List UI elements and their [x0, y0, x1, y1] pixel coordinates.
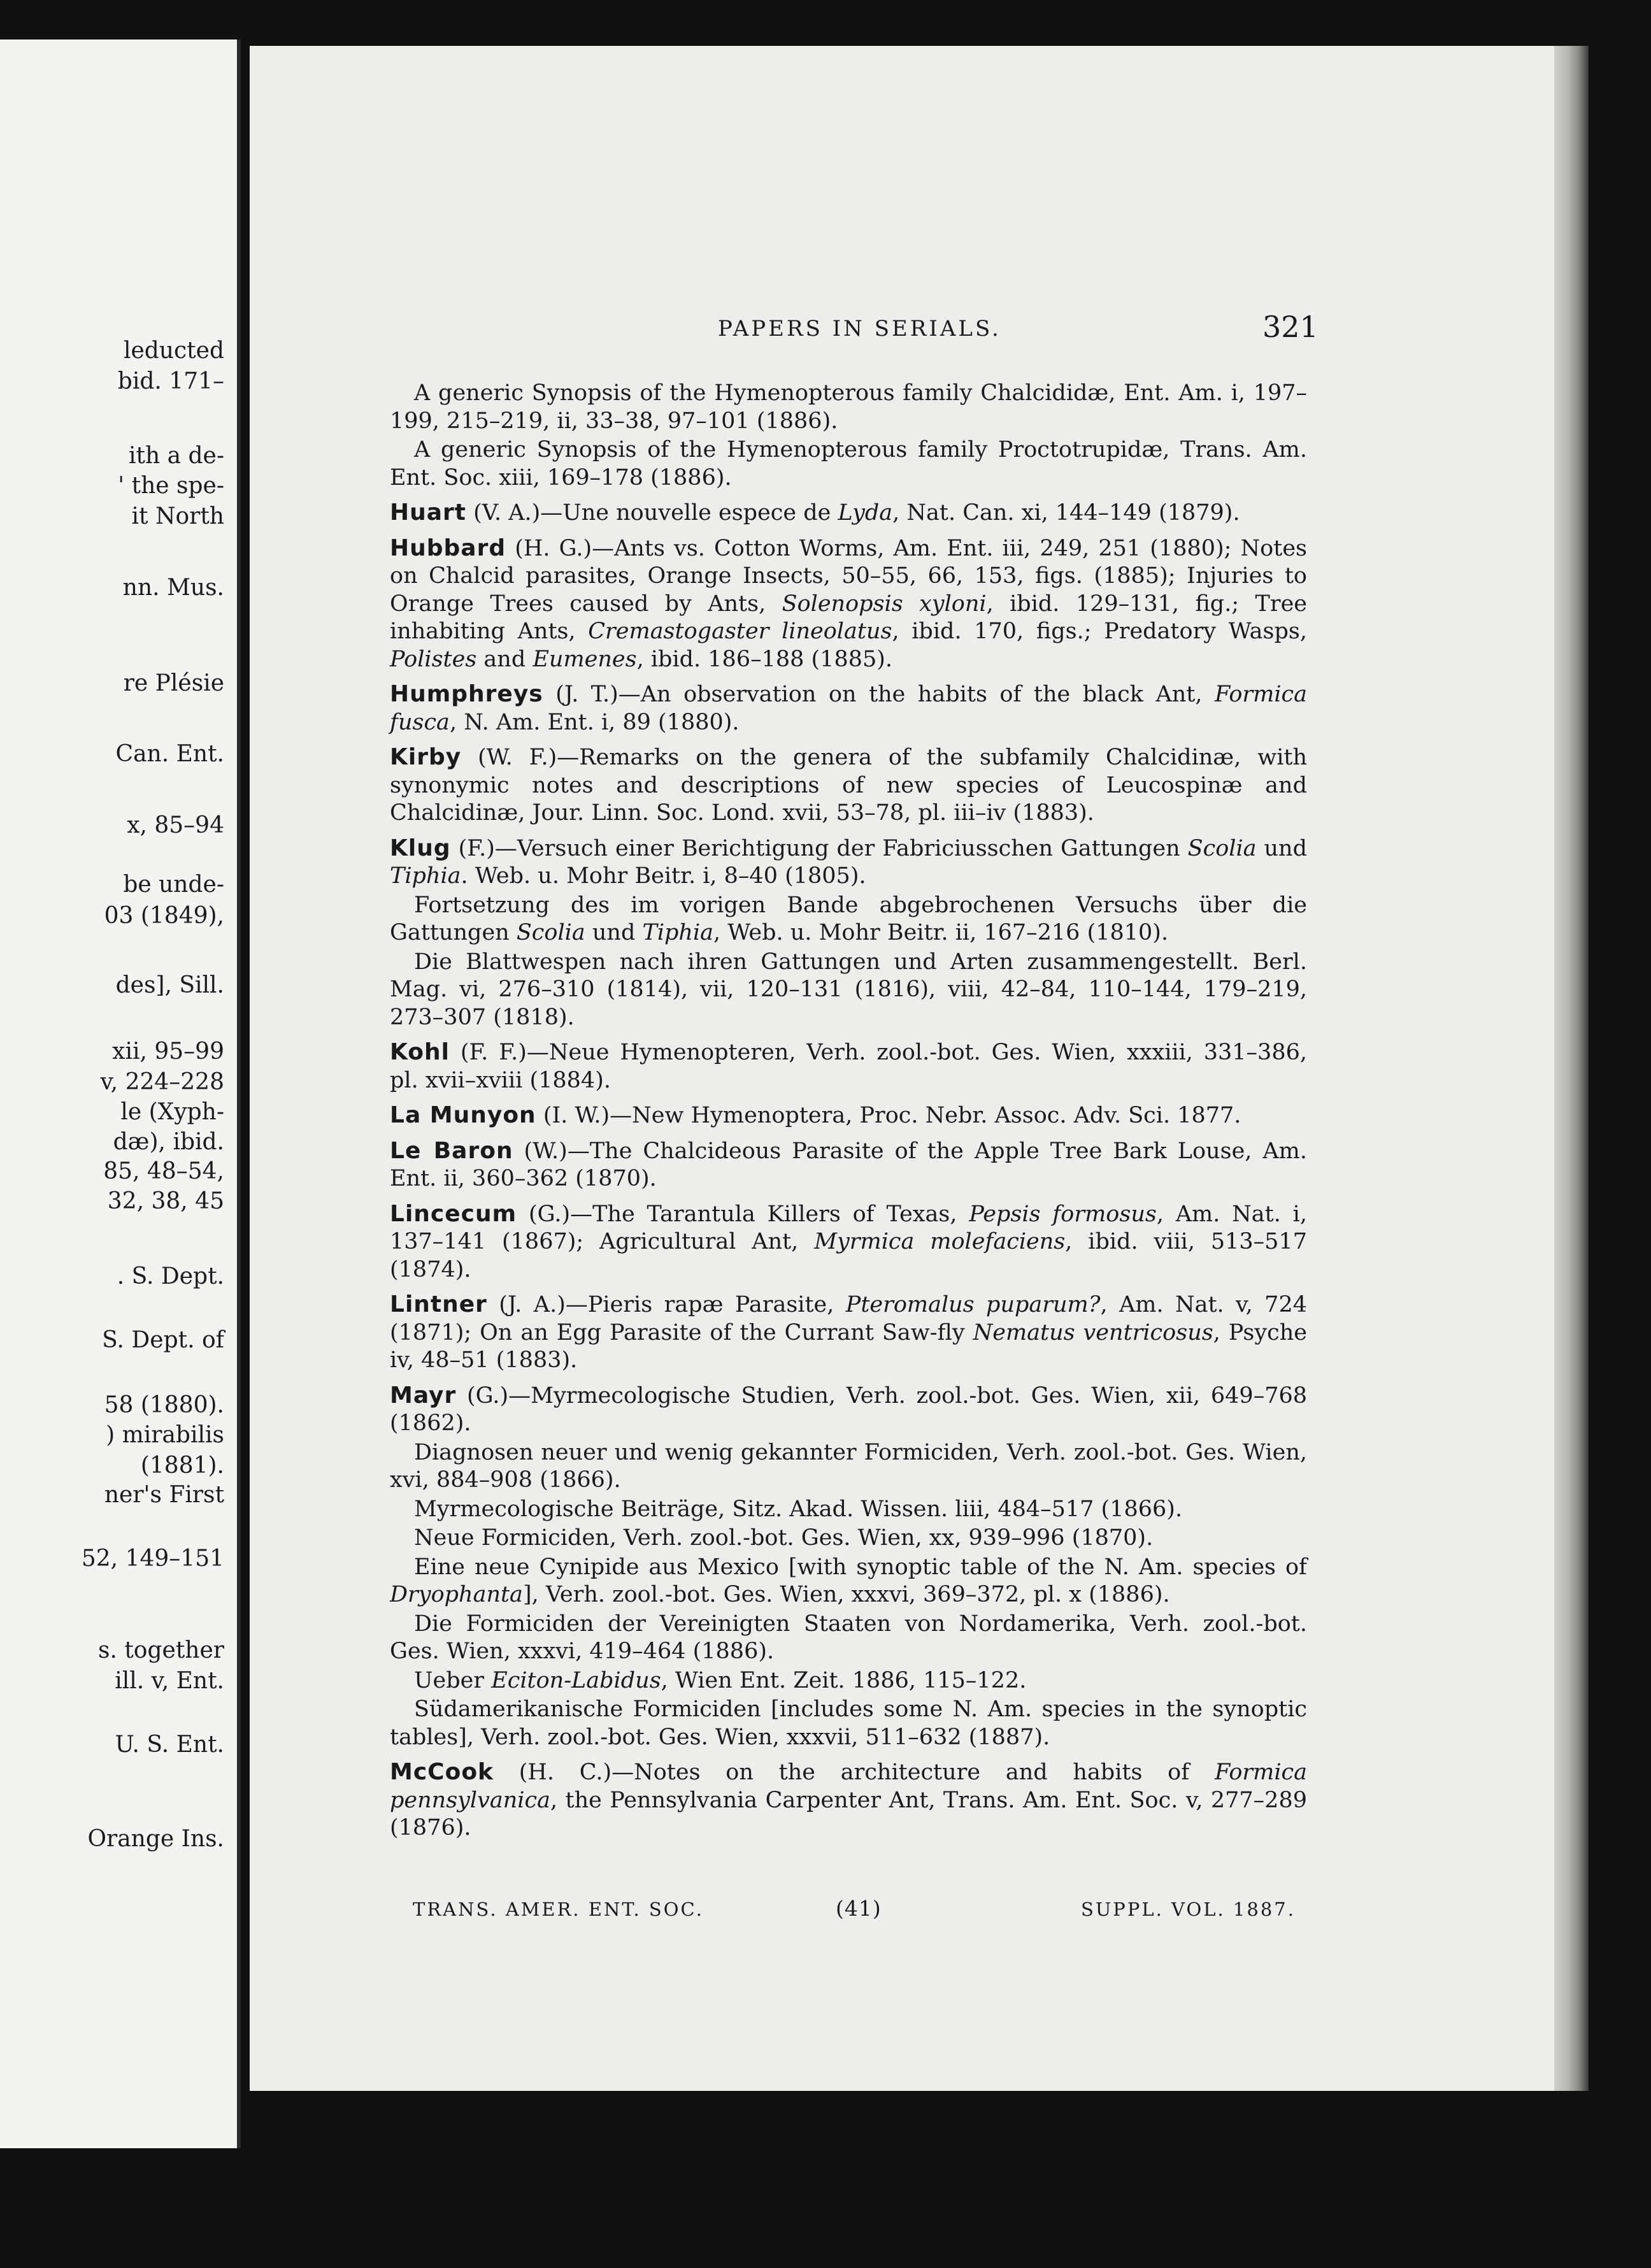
entry-humphreys: Humphreys (J. T.)—An observation on the habits of the black Ant, Formica fusca, N. Am. Ent. i, 89 (1880).	[390, 681, 1307, 735]
left-page-line: Can. Ent.	[115, 741, 224, 767]
left-page-line: it North	[131, 503, 224, 529]
entry-continuation: Neue Formiciden, Verh. zool.-bot. Ges. Wien, xx, 939–996 (1870).	[414, 1525, 1154, 1551]
entry-lamunyon: La Munyon (I. W.)—New Hymenoptera, Proc. Nebr. Assoc. Adv. Sci. 1877.	[390, 1102, 1241, 1128]
page-edge	[1554, 46, 1589, 2091]
left-page-line: 85, 48–54,	[103, 1158, 224, 1184]
left-page-line: 03 (1849),	[104, 903, 224, 929]
entry-continuation: Die Formiciden der Vereinigten Staaten von Nordamerika, Verh. zool.-bot. Ges. Wien, xxxvi, 419–464 (1886).	[390, 1611, 1307, 1664]
entry-continuation: Die Blattwespen nach ihren Gattungen und Arten zusammengestellt. Berl. Mag. vi, 276–310 (1814), vii, 120–131 (1816), viii, 42–84, 110–144, 179–219, 273–307 (1818).	[390, 949, 1307, 1030]
left-page-line: xii, 95–99	[112, 1038, 224, 1065]
entry-hubbard: Hubbard (H. G.)—Ants vs. Cotton Worms, Am. Ent. iii, 249, 251 (1880); Notes on Chalcid parasites, Orange Insects, 50–55, 66, 153, figs. (1885); Injuries to Orange Trees caused by Ants, Solenopsis xyloni, ibid. 129–131, fig.; Tree inhabiting Ants, Cremastogaster lineolatus, ibid. 170, figs.; Predatory Wasps, Polistes and Eumenes, ibid. 186–188 (1885).	[390, 535, 1308, 672]
left-page-line: re Plésie	[123, 670, 224, 696]
entry-kirby: Kirby (W. F.)—Remarks on the genera of the subfamily Chalcidinæ, with synonymic notes and descriptions of new species of Leucospinæ and Chalcidinæ, Jour. Linn. Soc. Lond. xvii, 53–78, pl. iii–iv (1883).	[390, 744, 1307, 826]
entry-continuation: Südamerikanische Formiciden [includes some N. Am. species in the synoptic tables], Verh. zool.-bot. Ges. Wien, xxxvii, 511–632 (1887).	[390, 1697, 1307, 1750]
entry-lintner: Lintner (J. A.)—Pieris rapæ Parasite, Pteromalus puparum?, Am. Nat. v, 724 (1871); On an Egg Parasite of the Currant Saw-fly Nematus ventricosus, Psyche iv, 48–51 (1883).	[390, 1291, 1307, 1373]
right-page	[250, 46, 1554, 2091]
entry-lincecum: Lincecum (G.)—The Tarantula Killers of Texas, Pepsis formosus, Am. Nat. i, 137–141 (1867); Agricultural Ant, Myrmica molefaciens, ibid. viii, 513–517 (1874).	[390, 1200, 1307, 1282]
entry-continuation: A generic Synopsis of the Hymenopterous family Chalcididæ, Ent. Am. i, 197–199, 215–219, ii, 33–38, 97–101 (1886).	[390, 380, 1307, 434]
left-page-line: ' the spe-	[118, 473, 224, 499]
page-footer	[250, 1896, 1554, 1928]
footer-signature: (41)	[836, 1896, 882, 1921]
entry-continuation: Fortsetzung des im vorigen Bande abgebrochenen Versuchs über die Gattungen Scolia und Tiphia, Web. u. Mohr Beitr. ii, 167–216 (1810).	[390, 892, 1307, 945]
author-name: Mayr	[390, 1382, 457, 1409]
entry-mayr: Mayr (G.)—Myrmecologische Studien, Verh. zool.-bot. Ges. Wien, xii, 649–768 (1862).	[390, 1382, 1307, 1436]
left-page-line: 58 (1880).	[104, 1392, 224, 1418]
left-page-line: v, 224–228	[100, 1069, 224, 1095]
left-page-line: . S. Dept.	[117, 1263, 224, 1289]
footer-journal: TRANS. AMER. ENT. SOC.	[413, 1898, 704, 1920]
entry-continuation: Myrmecologische Beiträge, Sitz. Akad. Wissen. liii, 484–517 (1866).	[414, 1496, 1183, 1522]
entry-lebaron: Le Baron (W.)—The Chalcideous Parasite of the Apple Tree Bark Louse, Am. Ent. ii, 360–362 (1870).	[390, 1137, 1307, 1191]
author-name: Hubbard	[390, 535, 506, 561]
author-name: Huart	[390, 499, 467, 526]
author-name: Kirby	[390, 744, 462, 770]
left-page-line: nn. Mus.	[122, 575, 224, 601]
left-page-line: ner's First	[104, 1482, 224, 1508]
left-page-line: des], Sill.	[115, 972, 224, 998]
entry-continuation: Eine neue Cynipide aus Mexico [with synoptic table of the N. Am. species of Dryophanta], Verh. zool.-bot. Ges. Wien, xxxvi, 369–372, pl. x (1886).	[390, 1554, 1307, 1607]
author-name: Le Baron	[390, 1137, 513, 1164]
bibliography-text	[390, 380, 1307, 1849]
left-page-line: be unde-	[123, 872, 224, 898]
left-page-line: leducted	[123, 338, 224, 364]
entry-continuation: A generic Synopsis of the Hymenopterous family Proctotrupidæ, Trans. Am. Ent. Soc. xiii, 169–178 (1886).	[390, 437, 1307, 491]
author-name: Kohl	[390, 1039, 450, 1065]
author-name: La Munyon	[390, 1102, 536, 1128]
left-page-line: 52, 149–151	[81, 1546, 224, 1572]
left-page-line: 32, 38, 45	[107, 1188, 224, 1214]
entry-mccook: McCook (H. C.)—Notes on the architecture and habits of Formica pennsylvanica, the Pennsylvania Carpenter Ant, Trans. Am. Ent. Soc. v, 277–289 (1876).	[390, 1759, 1307, 1841]
left-page-line: dæ), ibid.	[113, 1129, 224, 1155]
entry-continuation: Diagnosen neuer und wenig gekannter Formiciden, Verh. zool.-bot. Ges. Wien, xvi, 884–908 (1866).	[390, 1439, 1307, 1493]
page-number: 321	[1262, 310, 1319, 344]
left-page-fragment	[0, 39, 241, 2148]
left-page-line: x, 85–94	[127, 812, 224, 838]
entry-continuation: Ueber Eciton-Labidus, Wien Ent. Zeit. 1886, 115–122.	[414, 1667, 1027, 1693]
entry-huart: Huart (V. A.)—Une nouvelle espece de Lyda, Nat. Can. xi, 144–149 (1879).	[390, 499, 1240, 526]
author-name: Lincecum	[390, 1200, 517, 1227]
author-name: Humphreys	[390, 681, 543, 707]
left-page-line: ith a de-	[128, 443, 224, 469]
left-page-line: ) mirabilis	[106, 1422, 224, 1448]
left-page-line: ill. v, Ent.	[115, 1668, 224, 1694]
left-page-line: U. S. Ent.	[115, 1732, 224, 1758]
left-page-line: bid. 171–	[117, 368, 224, 394]
footer-volume: SUPPL. VOL. 1887.	[1081, 1898, 1296, 1920]
page-header	[250, 310, 1554, 348]
author-name: Lintner	[390, 1291, 487, 1317]
left-page-line: s. together	[97, 1637, 224, 1663]
left-page-line: Orange Ins.	[87, 1826, 224, 1852]
entry-klug: Klug (F.)—Versuch einer Berichtigung der Fabriciusschen Gattungen Scolia und Tiphia. Web. u. Mohr Beitr. i, 8–40 (1805).	[390, 835, 1307, 889]
left-page-line: S. Dept. of	[102, 1327, 224, 1353]
left-page-line: le (Xyph-	[120, 1099, 224, 1125]
author-name: Klug	[390, 835, 451, 861]
entry-kohl: Kohl (F. F.)—Neue Hymenopteren, Verh. zool.-bot. Ges. Wien, xxxiii, 331–386, pl. xvii–xviii (1884).	[390, 1039, 1307, 1093]
running-head: PAPERS IN SERIALS.	[718, 316, 1001, 341]
left-page-line: (1881).	[140, 1453, 224, 1479]
author-name: McCook	[390, 1759, 494, 1785]
